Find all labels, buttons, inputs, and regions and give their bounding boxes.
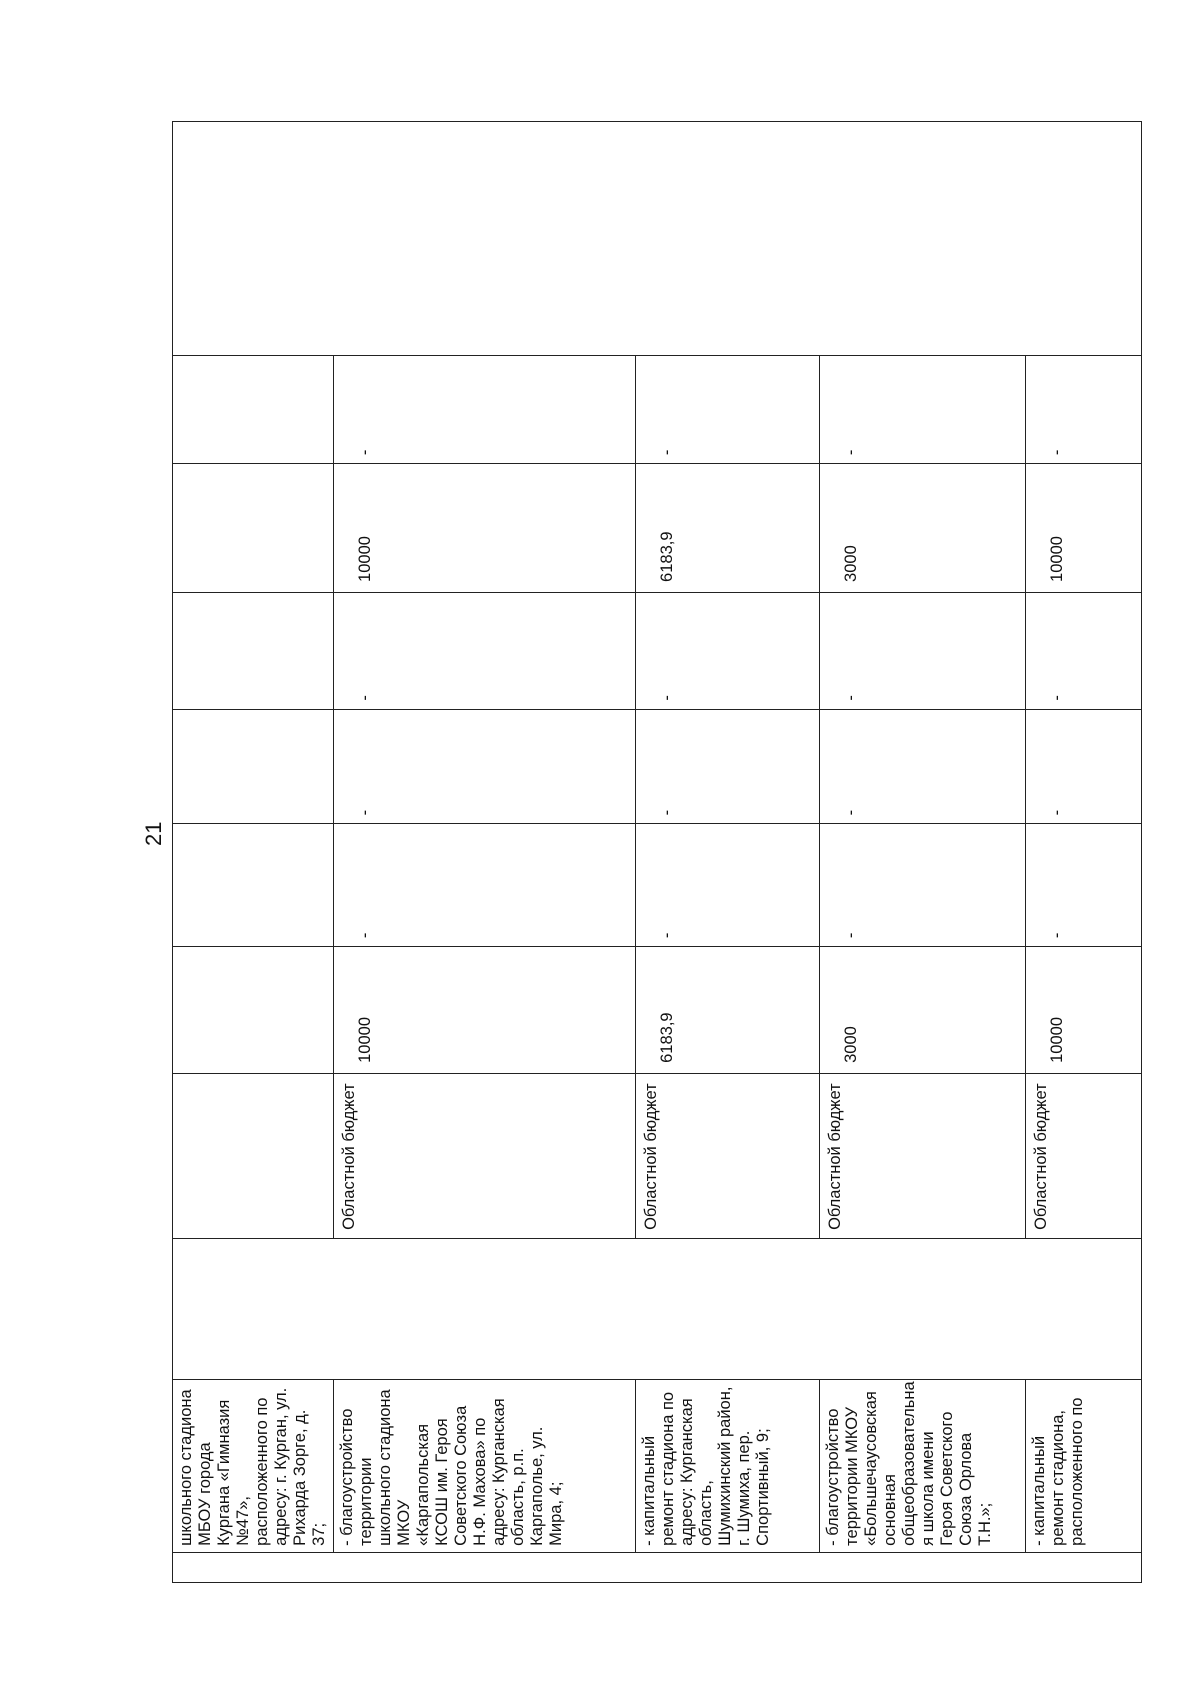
value-cell: - — [1026, 709, 1142, 824]
value-cell — [173, 355, 334, 464]
value-cell: - — [820, 355, 1026, 464]
value-cell — [173, 709, 334, 824]
description-cell: - капитальный ремонт стадиона по адресу: Курганская область, Шумихинский район, г. Шумиха, пер. Спортивный, 9; — [636, 1379, 820, 1552]
value-cell — [173, 947, 334, 1074]
value-cell: 10000 — [1026, 464, 1142, 593]
value-cell: - — [334, 709, 636, 824]
value-cell: 3000 — [820, 464, 1026, 593]
value-cell: - — [1026, 824, 1142, 947]
value-cell: 10000 — [334, 464, 636, 593]
value-cell — [173, 824, 334, 947]
value-cell: - — [1026, 355, 1142, 464]
value-cell: - — [334, 592, 636, 709]
source-cell: Областной бюджет — [636, 1073, 820, 1238]
value-cell: - — [636, 355, 820, 464]
value-cell — [173, 592, 334, 709]
value-cell: - — [636, 824, 820, 947]
value-cell: - — [820, 592, 1026, 709]
source-cell: Областной бюджет — [334, 1073, 636, 1238]
value-cell: - — [820, 709, 1026, 824]
value-cell: - — [820, 824, 1026, 947]
value-cell: 10000 — [1026, 947, 1142, 1074]
value-cell: - — [334, 824, 636, 947]
description-cell: - благоустройство территории школьного стадиона МКОУ «Каргапольская КСОШ им. Героя Советского Союза Н.Ф. Махова» по адресу: Курганская область, р.п. Каргаполье, ул. Мира, 4; — [334, 1379, 636, 1552]
notes-cell — [173, 122, 1142, 356]
description-cell: - капитальный ремонт стадиона, расположенного по — [1026, 1379, 1142, 1552]
source-cell: Областной бюджет — [1026, 1073, 1142, 1238]
source-cell — [173, 1073, 334, 1238]
number-cell — [173, 1552, 1142, 1582]
table-row — [173, 122, 334, 1583]
page-number: 21 — [141, 821, 166, 846]
value-cell: 10000 — [334, 947, 636, 1074]
empty-column-cell — [173, 1238, 1142, 1379]
value-cell: 6183,9 — [636, 464, 820, 593]
value-cell: - — [636, 709, 820, 824]
budget-table — [172, 121, 1142, 1583]
value-cell: - — [334, 355, 636, 464]
value-cell: 6183,9 — [636, 947, 820, 1074]
value-cell — [173, 464, 334, 593]
value-cell: - — [1026, 592, 1142, 709]
budget-table-container — [172, 121, 1130, 1583]
description-cell: школьного стадиона МБОУ города Кургана «Гимназия №47», расположенного по адресу: г. Курган, ул. Рихарда Зорге, д. 37; — [173, 1379, 334, 1552]
description-cell: - благоустройство территории МКОУ «Большечаусовская основная общеобразовательна я школа имени Героя Советского Союза Орлова Т.Н.»; — [820, 1379, 1026, 1552]
source-cell: Областной бюджет — [820, 1073, 1026, 1238]
value-cell: 3000 — [820, 947, 1026, 1074]
value-cell: - — [636, 592, 820, 709]
